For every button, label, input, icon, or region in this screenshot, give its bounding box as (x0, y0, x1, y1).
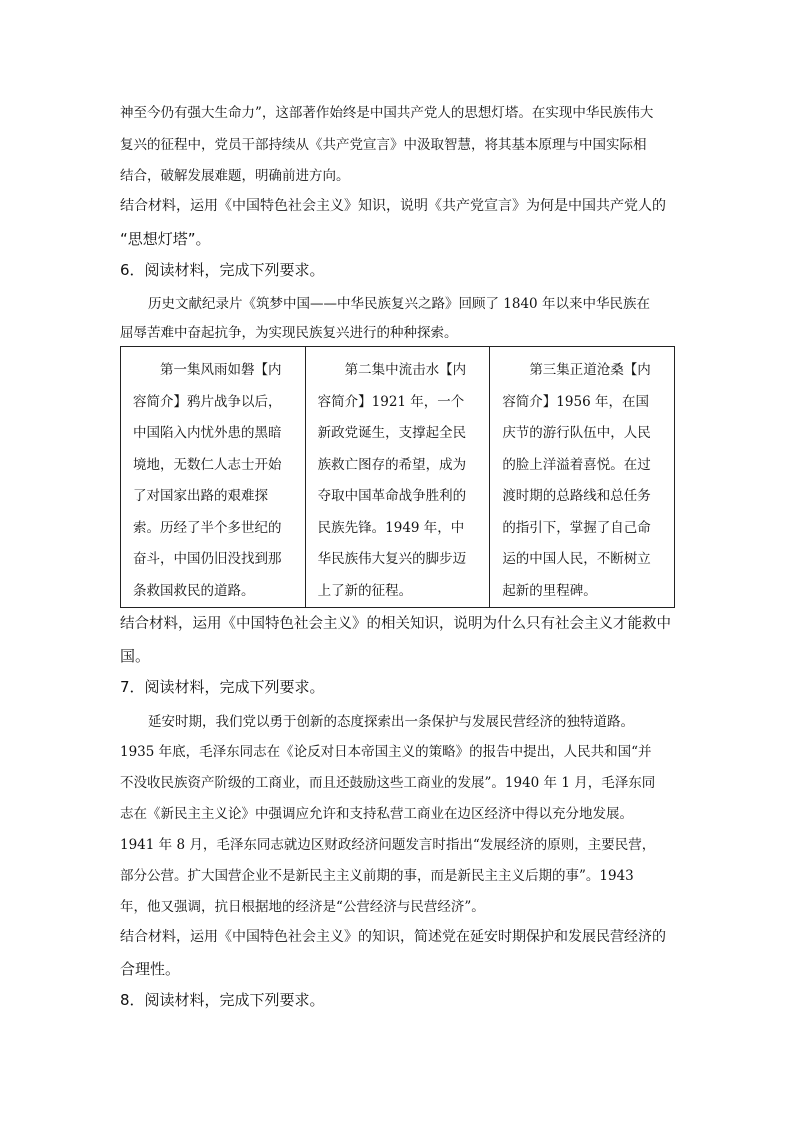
q6-question-line: 国。 (120, 647, 151, 665)
q7-heading: 7．阅读材料，完成下列要求。 (120, 678, 325, 696)
q6-intro-line: 历史文献纪录片《筑梦中国——中华民族复兴之路》回顾了 1840 年以来中华民族在 (148, 296, 650, 312)
q7-material-line: 1935 年底，毛泽东同志在《论反对日本帝国主义的策略》的报告中提出，人民共和国“并 (120, 744, 652, 760)
episode-table (120, 346, 675, 608)
q5-question-line: “思想灯塔”。 (120, 230, 211, 248)
q7-material-line: 志在《新民主主义论》中强调应允许和支持私营工商业在边区经济中得以充分地发展。 (120, 806, 633, 822)
q7-material-line: 部分公营。扩大国营企业不是新民主主义前期的事，而是新民主主义后期的事”。1943 (120, 868, 634, 884)
episode-cell-1: 第一集风雨如磐【内容简介】鸦片战争以后，中国陷入内忧外患的黑暗境地，无数仁人志士开始了对国家出路的艰难探索。历经了半个多世纪的奋斗，中国仍旧没找到那条救国救民的道路。 (121, 347, 306, 608)
q7-material-line: 1941 年 8 月，毛泽东同志就边区财政经济问题发言时指出“发展经济的原则，主要民营， (120, 837, 656, 853)
q6-heading: 6．阅读材料，完成下列要求。 (120, 261, 325, 279)
table-row (121, 347, 675, 608)
q7-question-line: 合理性。 (120, 960, 181, 978)
q6-question-line: 结合材料，运用《中国特色社会主义》的相关知识，说明为什么只有社会主义才能救中 (120, 616, 671, 632)
q8-heading: 8．阅读材料，完成下列要求。 (120, 991, 325, 1009)
episode-cell-3: 第三集正道沧桑【内容简介】1956 年，在国庆节的游行队伍中，人民的脸上洋溢着喜悦。在过渡时期的总路线和总任务的指引下，掌握了自己命运的中国人民，不断树立起新的里程碑。 (490, 347, 675, 608)
q5-material-line: 神至今仍有强大生命力”，这部著作始终是中国共产党人的思想灯塔。在实现中华民族伟大 (120, 105, 654, 121)
q7-question-line: 结合材料，运用《中国特色社会主义》的知识，简述党在延安时期保护和发展民营经济的 (120, 929, 666, 945)
q7-material-line: 年，他又强调，抗日根据地的经济是“公营经济与民营经济”。 (120, 899, 485, 915)
q5-material-line: 复兴的征程中，党员干部持续从《共产党宣言》中汲取智慧，将其基本原理与中国实际相 (120, 137, 647, 153)
q7-material-line: 延安时期，我们党以勇于创新的态度探索出一条保护与发展民营经济的独特道路。 (148, 714, 634, 730)
q7-material-line: 不没收民族资产阶级的工商业，而且还鼓励这些工商业的发展”。1940 年 1 月，毛泽东同 (120, 775, 656, 791)
q5-material-line: 结合，破解发展难题，明确前进方向。 (120, 168, 350, 184)
episode-cell-2: 第二集中流击水【内容简介】1921 年，一个新政党诞生，支撑起全民族救亡图存的希望，成为夺取中国革命战争胜利的民族先锋。1949 年，中华民族伟大复兴的脚步迈上了新的征程。 (305, 347, 490, 608)
q6-intro-line: 屈辱苦难中奋起抗争，为实现民族复兴进行的种种探索。 (120, 325, 458, 341)
q5-question-line: 结合材料，运用《中国特色社会主义》知识，说明《共产党宣言》为何是中国共产党人的 (120, 198, 666, 214)
